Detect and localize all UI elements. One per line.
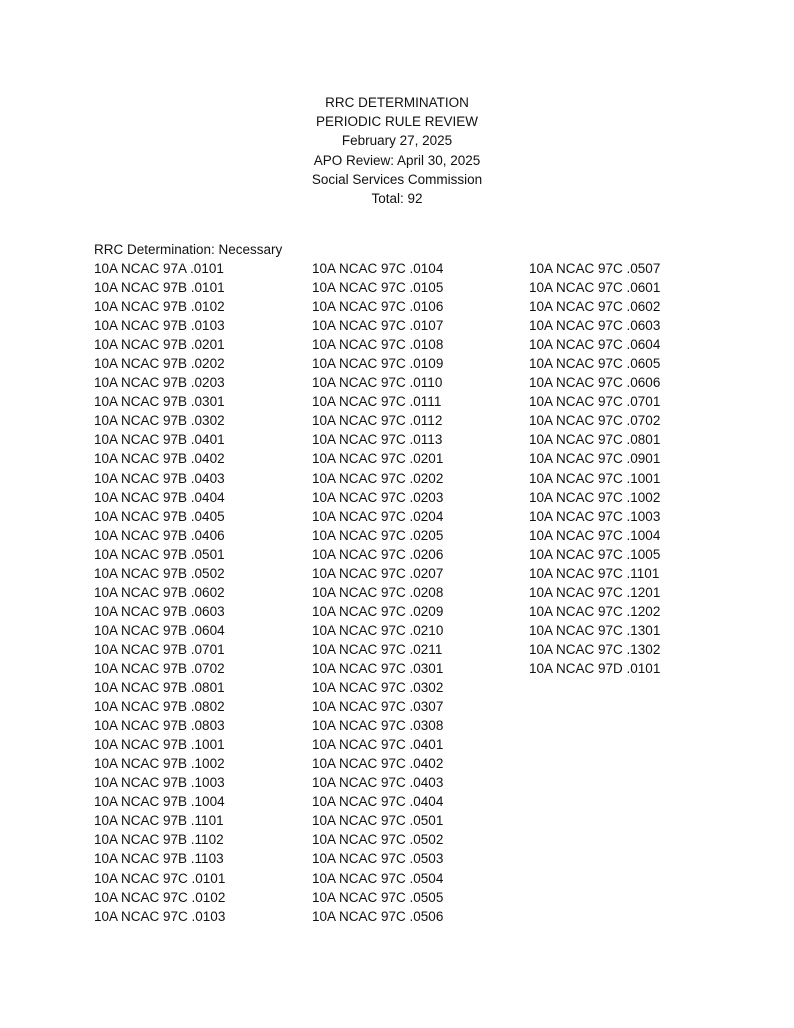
rule-citation: 10A NCAC 97C .0307 [312,699,444,715]
rule-citation: 10A NCAC 97C .1101 [529,565,660,581]
rule-citation: 10A NCAC 97B .0403 [94,470,225,486]
apo-review-date: APO Review: April 30, 2025 [313,152,481,168]
rule-citation: 10A NCAC 97B .1103 [94,851,224,867]
rule-citation: 10A NCAC 97C .1003 [529,508,661,524]
rule-citation: 10A NCAC 97B .1001 [94,737,225,753]
rule-citation: 10A NCAC 97C .0605 [529,356,661,372]
rule-citation: 10A NCAC 97D .0101 [529,660,661,676]
rule-citation: 10A NCAC 97B .0101 [94,280,225,296]
rule-citation: 10A NCAC 97C .0501 [312,813,444,829]
rule-citation: 10A NCAC 97C .0105 [312,280,444,296]
rule-citation: 10A NCAC 97C .0112 [312,413,443,429]
rule-citation: 10A NCAC 97B .0302 [94,413,225,429]
rule-citation: 10A NCAC 97C .0401 [312,737,444,753]
rule-column-2 [312,259,443,926]
rule-column-3 [529,259,660,678]
rule-column-1 [94,259,225,926]
rule-citation: 10A NCAC 97C .0505 [312,889,444,905]
determination-label: RRC Determination: Necessary [94,242,283,257]
rule-citation: 10A NCAC 97C .0203 [312,489,444,505]
rule-citation: 10A NCAC 97B .1003 [94,775,225,791]
rule-citation: 10A NCAC 97C .0202 [312,470,444,486]
rule-citation: 10A NCAC 97C .0702 [529,413,661,429]
document-header [0,93,794,208]
rule-citation: 10A NCAC 97C .0603 [529,318,661,334]
rule-citation: 10A NCAC 97C .0206 [312,546,444,562]
rule-citation: 10A NCAC 97C .0113 [312,432,443,448]
rule-citation: 10A NCAC 97B .0502 [94,565,225,581]
rule-citation: 10A NCAC 97B .0301 [94,394,225,410]
rule-citation: 10A NCAC 97C .0301 [312,660,444,676]
rule-citation: 10A NCAC 97C .0210 [312,622,444,638]
rule-citation: 10A NCAC 97B .0401 [94,432,225,448]
document-date: February 27, 2025 [341,133,453,149]
rule-citation: 10A NCAC 97C .1201 [529,584,661,600]
document-subtitle: PERIODIC RULE REVIEW [315,114,479,130]
rule-citation: 10A NCAC 97C .1004 [529,527,661,543]
rule-citation: 10A NCAC 97C .0201 [312,451,444,467]
rule-citation: 10A NCAC 97C .0211 [312,641,443,657]
rule-citation: 10A NCAC 97B .0202 [94,356,225,372]
rule-citation: 10A NCAC 97B .1004 [94,794,225,810]
rule-citation: 10A NCAC 97C .0102 [94,889,226,905]
rule-citation: 10A NCAC 97B .0402 [94,451,225,467]
rule-citation: 10A NCAC 97C .0504 [312,870,444,886]
rule-citation: 10A NCAC 97B .0802 [94,699,225,715]
rule-citation: 10A NCAC 97C .0602 [529,299,661,315]
rule-citation: 10A NCAC 97C .0107 [312,318,444,334]
rule-citation: 10A NCAC 97C .0404 [312,794,444,810]
rule-citation: 10A NCAC 97B .0702 [94,660,225,676]
rule-citation: 10A NCAC 97B .0406 [94,527,225,543]
rule-citation: 10A NCAC 97C .0606 [529,375,661,391]
rule-citation: 10A NCAC 97B .0405 [94,508,225,524]
rule-citation: 10A NCAC 97C .0604 [529,337,661,353]
rule-citation: 10A NCAC 97B .0803 [94,718,225,734]
rule-citation: 10A NCAC 97B .0501 [94,546,225,562]
rule-citation: 10A NCAC 97C .1002 [529,489,661,505]
rule-citation: 10A NCAC 97C .1005 [529,546,661,562]
rule-citation: 10A NCAC 97C .0402 [312,756,444,772]
rule-citation: 10A NCAC 97B .1002 [94,756,225,772]
rule-citation: 10A NCAC 97C .0204 [312,508,444,524]
rule-citation: 10A NCAC 97B .0602 [94,584,225,600]
rule-citation: 10A NCAC 97B .0603 [94,603,225,619]
rule-citation: 10A NCAC 97C .0101 [94,870,226,886]
rule-citation: 10A NCAC 97B .1102 [94,832,224,848]
rule-citation: 10A NCAC 97B .0701 [94,641,225,657]
rule-citation: 10A NCAC 97C .0507 [529,261,661,276]
rule-citation: 10A NCAC 97C .0104 [312,261,444,276]
agency-name: Social Services Commission [311,171,483,187]
rule-citation: 10A NCAC 97C .0502 [312,832,444,848]
rule-citation: 10A NCAC 97C .0801 [529,432,661,448]
rule-citation: 10A NCAC 97C .0108 [312,337,444,353]
rule-citation: 10A NCAC 97B .0604 [94,622,225,638]
rule-citation: 10A NCAC 97B .0103 [94,318,225,334]
rule-citation: 10A NCAC 97A .0101 [94,261,224,276]
rule-citation: 10A NCAC 97C .0110 [312,375,443,391]
rule-citation: 10A NCAC 97C .0302 [312,680,444,696]
rule-citation: 10A NCAC 97C .0308 [312,718,444,734]
rule-citation: 10A NCAC 97B .0203 [94,375,225,391]
rule-citation: 10A NCAC 97B .0102 [94,299,225,315]
rule-citation: 10A NCAC 97C .0103 [94,908,226,924]
rule-citation: 10A NCAC 97B .0404 [94,489,225,505]
rule-citation: 10A NCAC 97C .0503 [312,851,444,867]
rule-total: Total: 92 [371,191,423,207]
rule-citation: 10A NCAC 97C .0207 [312,565,444,581]
rule-citation: 10A NCAC 97C .0601 [529,280,661,296]
rule-citation: 10A NCAC 97C .0205 [312,527,444,543]
rule-citation: 10A NCAC 97B .0801 [94,680,225,696]
rule-citation: 10A NCAC 97C .1202 [529,603,661,619]
rule-citation: 10A NCAC 97C .1001 [529,470,661,486]
document-title: RRC DETERMINATION [325,95,469,110]
rule-citation: 10A NCAC 97B .1101 [94,813,224,829]
rule-citation: 10A NCAC 97C .0901 [529,451,661,467]
rule-citation: 10A NCAC 97C .0209 [312,603,444,619]
rule-citation: 10A NCAC 97C .0506 [312,908,444,924]
rule-citation: 10A NCAC 97C .0106 [312,299,444,315]
rule-citation: 10A NCAC 97C .0403 [312,775,444,791]
rule-citation: 10A NCAC 97C .0701 [529,394,661,410]
rule-citation: 10A NCAC 97C .0109 [312,356,444,372]
rule-citation: 10A NCAC 97C .1302 [529,641,661,657]
rule-citation: 10A NCAC 97B .0201 [94,337,225,353]
rule-citation: 10A NCAC 97C .0208 [312,584,444,600]
rule-citation: 10A NCAC 97C .1301 [529,622,661,638]
rule-citation: 10A NCAC 97C .0111 [312,394,442,410]
